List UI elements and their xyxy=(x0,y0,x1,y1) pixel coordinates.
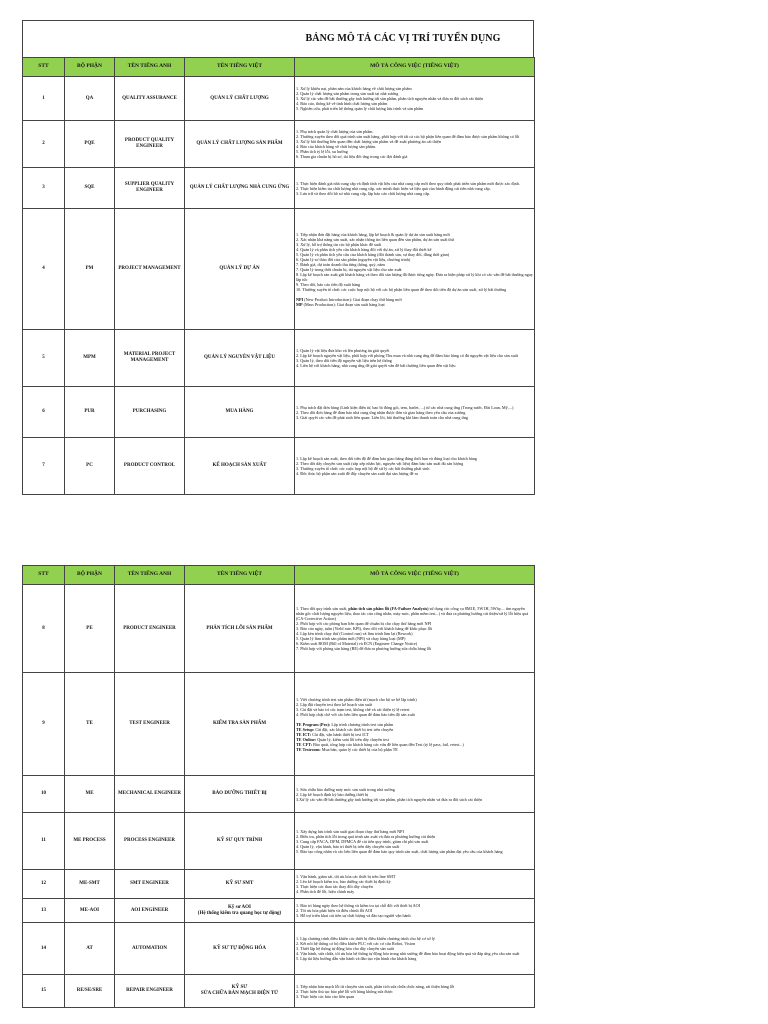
dept-cell: ME-AOI xyxy=(65,899,115,923)
col-desc: MÔ TẢ CÔNG VIỆC (TIẾNG VIỆT) xyxy=(295,566,535,585)
stt-cell: 13 xyxy=(23,899,65,923)
english-name-cell: AUTOMATION xyxy=(115,923,185,975)
table-row xyxy=(23,870,535,899)
stt-cell: 14 xyxy=(23,923,65,975)
description-cell: 1. Viết chương trình test sản phẩm điện tử (mạch cho bộ xe bể lắp trình) 2. Lập đặt chuyển test theo kế hoạch sản xuất 3. Cài đặt và bảo trì các trạm test, không chế và cải thiện tỷ lệ retest 4. Phối hợp chặt chẽ với các bên liên quan để đảm bảo tiến độ sản xuất TE Program (Pro): Lập trình chương trình test sản phẩm TE Setup: Cài đặt, xác khách các thiết bị test trên chuyền TE ICT: Cài đặt, vận hành thiết bị test ICT TE Online: Quản lý, kiểm soát lỗi trên dây chuyền test TE CFT: Bảo quát, tổng hợp cáo khách hàng các vấn đề liên quan đến Test (tỷ lệ pass, fail, retest...) TE Testroom: Mua bán, quản lý các thiết bị của bộ phận TE xyxy=(295,673,535,776)
dept-cell: TE xyxy=(65,673,115,776)
description-cell: 1. Bảo trì hàng ngày theo hệ thống và kiểm tra tại chỗ đối với thiết bị AOI 2. Tối ưu hóa phát hiện và điều chỉnh lỗi AOI 3. Hỗ trợ triển khai cải tiến sự chất lượng và đào tạo người vận hành xyxy=(295,899,535,923)
stt-cell: 15 xyxy=(23,975,65,1008)
english-name-cell: PRODUCT CONTROL xyxy=(115,438,185,495)
vietnamese-name-cell: KIỂM TRA SẢN PHẨM xyxy=(185,673,295,776)
vietnamese-name-cell: BẢO DƯỠNG THIẾT BỊ xyxy=(185,776,295,813)
description-cell: 1. Vận hành, giám sát, tối ưu hóa các thiết bị trên line SMT 2. Lên kế hoạch kiểm tra, bảo dưỡng các thiết bị định kỳ 3. Thực hiện các thao tác thay đổi dây chuyền 4. Phân tích để lỗi, hiệu chỉnh máy xyxy=(295,870,535,899)
vietnamese-name-cell: QUẢN LÝ DỰ ÁN xyxy=(185,209,295,330)
stt-cell: 7 xyxy=(23,438,65,495)
stt-cell: 11 xyxy=(23,813,65,870)
stt-cell: 9 xyxy=(23,673,65,776)
table-row xyxy=(23,899,535,923)
vietnamese-name-cell: KỸ SƯ SMT xyxy=(185,870,295,899)
dept-cell: ME xyxy=(65,776,115,813)
description-cell: 1. Theo dõi quy trình sản xuất, phân tích sản phẩm lỗi (FA-Failure Analysis) sử dụng các công cụ 8M1E, 5W1H, 5Why,... tìm nguyên nhân gốc chất lượng nguyên liệu, thao tác của công nhân, máy móc, phần mềm test...) và đưa ra phương hướng cải thiện/xử lý lỗi hiệu quả (CA-Corrective Action) 2. Phối hợp với các phòng ban liên quan để chuẩn bị cho chạy thử hàng mới NPI 3. Báo cáo ngày, tuần (Yield rate, KPI), theo dõi với khách hàng để khắc phục lỗi 4. Lập kèn trình chạy thử (Control run) và làm trình làm lại (Rework) 5. Quản lý làm trình sản phẩm mới (NPI) và chạy hàng loạt (MP) 6. Kiểm soát BOM (Bill of Material) và ECN (Engineer Change Notice) 7. Phối hợp với phòng sản hàng (RE) để đưa ra phương hướng sửa chữa hàng lỗi xyxy=(295,585,535,673)
table-row xyxy=(23,168,535,209)
vietnamese-name-cell: KỸ SƯ TỰ ĐỘNG HÓA xyxy=(185,923,295,975)
table-row xyxy=(23,585,535,673)
vietnamese-name-cell: QUẢN LÝ CHẤT LƯỢNG NHÀ CUNG ỨNG xyxy=(185,168,295,209)
vietnamese-name-cell: QUẢN LÝ NGUYÊN VẬT LIỆU xyxy=(185,330,295,387)
description-cell: 1. Xử lý khiếu nại, phàn nàn của khách hàng về chất lượng sản phẩm 2. Quản lý chất lượng sản phẩm trong sản xuất tại nhà xưởng 3. Xử lý các vấn đề bất thường gây ảnh hưởng tới sản phẩm, phân tích nguyên nhân và đưa ra đối sách cải thiện 4. Báo cáo, thống kê về tình hình chất lượng sản phẩm 5. Nghiên cứu, phát triển hệ thống quản lý chất lượng lưu trình và sản phẩm xyxy=(295,77,535,121)
header-row xyxy=(23,566,535,585)
dept-cell: PE xyxy=(65,585,115,673)
description-cell: 1. Phụ trách quản lý chất lượng của sản phẩm. 2. Thường xuyên theo dõi quá trình sản xuất hàng, phối hợp với tất cả các bộ phận liên quan để đảm bảo được sản phẩm không có lỗi 3. Xử lý bất thường liên quan đến chất lượng sản phẩm và đề xuất phương án cải thiện 4. Báo cáo khách hàng về chất lượng sản phẩm. 5. Phân tích tỷ lệ lỗi, xu hướng 6. Tham gia chuẩn bị hồ sơ, tài liệu đối ứng trong các đợt đánh giá xyxy=(295,121,535,168)
job-table-1 xyxy=(22,57,535,495)
dept-cell: PM xyxy=(65,209,115,330)
english-name-cell: QUALITY ASSURANCE xyxy=(115,77,185,121)
dept-cell: PUR xyxy=(65,387,115,438)
page-title: BẢNG MÔ TẢ CÁC VỊ TRÍ TUYỂN DỤNG xyxy=(305,33,501,44)
description-cell: 1. Sửa chữa bảo dưỡng máy móc sản xuất trong nhà xưởng 2. Lập kế hoạch định kỳ bảo dưỡng thiết bị 3.Xử lý các vấn đề bất thường gây ảnh hưởng tới sản phẩm, phân tích nguyên nhân và đưa ra đối sách cải thiện xyxy=(295,776,535,813)
english-name-cell: PROCESS ENGINEER xyxy=(115,813,185,870)
description-cell: 1. Phụ trách đặt đơn hàng (Linh kiện điện tử, bao bì đóng gói, tem, barlet, ...) từ các nhà cung ứng (Trong nước, Đài Loan, Mỹ,...) 2. Theo dõi đơn hàng để đảm bảo nhà cung ứng nhận được đơn và giao hàng theo yêu cầu của xưởng 3. Giải quyết các vấn đề phát sinh liên quan: Liên lồi, bất thường khi làm thanh toán cho nhà cung ứng xyxy=(295,387,535,438)
english-name-cell: AOI ENGINEER xyxy=(115,899,185,923)
col-dept: BỘ PHẬN xyxy=(65,566,115,585)
header-row xyxy=(23,58,535,77)
table-row xyxy=(23,209,535,330)
col-en: TÊN TIẾNG ANH xyxy=(115,566,185,585)
dept-cell: AT xyxy=(65,923,115,975)
table-row xyxy=(23,975,535,1008)
stt-cell: 2 xyxy=(23,121,65,168)
col-en: TÊN TIẾNG ANH xyxy=(115,58,185,77)
dept-cell: PQE xyxy=(65,121,115,168)
english-name-cell: SUPPLIER QUALITY ENGINEER xyxy=(115,168,185,209)
english-name-cell: REPAIR ENGINEER xyxy=(115,975,185,1008)
vietnamese-name-cell: Kỹ sư AOI (Hệ thống kiểm tra quang học tự động) xyxy=(185,899,295,923)
stt-cell: 4 xyxy=(23,209,65,330)
table-row xyxy=(23,387,535,438)
vietnamese-name-cell: MUA HÀNG xyxy=(185,387,295,438)
description-cell: 1. Tiếp nhận đơn đặt hàng của khách hàng, lập kế hoạch & quản lý dự án sản xuất hàng mới 2. Xác nhận khả năng sản xuất, xác nhận thông tin liên quan đến sản phẩm, dự án sản xuất thử 3. Xử lý, hỗ trợ thông tin các bộ phận khác đề xuất 4. Quản lý và phân tích yêu cầu khách hàng đối với dự án, xử lý thay đổi thiết kế 5. Quản lý và phân tích yêu cầu của khách hàng (đối thành sản, sự thay đổi, đăng thời gian) 6. Quản lý sơ thảo đối của sản phẩm (nguyên vật liệu, chương trình) 7. Đánh giá, dự toán doanh thu từng thống, quý, năm 7. Quản lý trong thời chuẩn bị, tài nguyên vật liệu cho sản xuất 8. Lập kế hoạch sản xuất gửi khách hàng và theo dõi sản lượng đã được từng ngày. Đưa ra biện pháp xử lý khi có các vấn đề bất thường ngay lập tức 9. Theo dõi, báo cáo tiến độ xuất hàng 10. Thường xuyên tổ chức các cuộc họp nội bộ với các bộ phận liên quan để theo dõi tiến độ dự án sản xuất, xử lý bất thường NPI (New Product Introduction): Giai đoạn chạy thử hàng mới MP (Mass Production): Giai đoạn sản xuất hàng loạt xyxy=(295,209,535,330)
vietnamese-name-cell: KỸ SƯ SỬA CHỮA BẢN MẠCH ĐIỆN TỬ xyxy=(185,975,295,1008)
stt-cell: 12 xyxy=(23,870,65,899)
description-cell: 1. Lập chương trình điều khiển các thiết bị điều khiển chương trình cho hệ cơ sở lý 2. Kết nối hệ thống có bộ điều khiển PLC với các cơ cấu Robot, Vision 3. Thiết lập hệ thống tự động hóa cho dây chuyền sản xuất 4. Vận hành, sửa chữa, tối ưu hóa hệ thống tự động hóa trong nhà xưởng để đảm bảo hoạt động hiệu quả và đáp ứng yêu cầu sản xuất 5. Lập tài liệu hướng dẫn vận hành và đào tạo vận hành cho khách hàng xyxy=(295,923,535,975)
table-row xyxy=(23,438,535,495)
dept-cell: SQE xyxy=(65,168,115,209)
vietnamese-name-cell: PHÂN TÍCH LỖI SẢN PHẨM xyxy=(185,585,295,673)
dept-cell: MPM xyxy=(65,330,115,387)
col-vi: TÊN TIẾNG VIỆT xyxy=(185,566,295,585)
dept-cell: ME-SMT xyxy=(65,870,115,899)
table-row xyxy=(23,121,535,168)
english-name-cell: MECHANICAL ENGINEER xyxy=(115,776,185,813)
description-cell: 1. Quản lý vật liệu đưa kho và lên phương án giải quyết 2. Lập kế hoạch nguyên vật liệu, phối hợp với phòng Thu mua và nhà cung ứng để đảm bảo hàng có đủ nguyên vật liệu cho sản xuất 3. Quản lý, theo dõi tiến độ nguyên vật liệu trên hệ thống 4. Liên hệ với khách hàng, nhà cung ứng để giải quyết vấn đề bất thường liên quan đến vật liệu xyxy=(295,330,535,387)
english-name-cell: MATERIAL PROJECT MANAGEMENT xyxy=(115,330,185,387)
col-stt: STT xyxy=(23,566,65,585)
job-table-2 xyxy=(22,565,535,1008)
title-box xyxy=(22,20,534,57)
col-dept: BỘ PHẬN xyxy=(65,58,115,77)
dept-cell: QA xyxy=(65,77,115,121)
stt-cell: 10 xyxy=(23,776,65,813)
table-row xyxy=(23,330,535,387)
english-name-cell: PRODUCT QUALITY ENGINEER xyxy=(115,121,185,168)
table-row xyxy=(23,776,535,813)
table-row xyxy=(23,77,535,121)
stt-cell: 5 xyxy=(23,330,65,387)
table-row xyxy=(23,673,535,776)
dept-cell: RE/SE/SRE xyxy=(65,975,115,1008)
english-name-cell: TEST ENGINEER xyxy=(115,673,185,776)
vietnamese-name-cell: QUẢN LÝ CHẤT LƯỢNG xyxy=(185,77,295,121)
description-cell: 1. Lập kế hoạch sản xuất, theo dõi tiến độ để đảm bảo giao hàng đúng thời hạn và đúng loại cho khách hàng 2. Theo dõi dây chuyền sản xuất (sắp xếp nhân lực, nguyên vật liệu) đảm bảo sản xuất đủ sản lượng 3. Thường xuyên tổ chức các cuộc họp nội bộ để xử lý các bất thường phát sinh 4. Đốc thúc bộ phận sản xuất để đẩy chuyên sản xuất đạt sản lượng đề ra xyxy=(295,438,535,495)
stt-cell: 1 xyxy=(23,77,65,121)
english-name-cell: PRODUCT ENGINEER xyxy=(115,585,185,673)
col-desc: MÔ TẢ CÔNG VIỆC (TIẾNG VIỆT) xyxy=(295,58,535,77)
stt-cell: 3 xyxy=(23,168,65,209)
dept-cell: PC xyxy=(65,438,115,495)
description-cell: 1. Xây dựng lưu trình sản xuất giai đoạn chạy thử hàng mới NPI 2. Điều tra, phân tích lỗi trong quá trình sản xuất và đưa ra phương hướng cải thiện 3. Cung cấp FACA, DFM, DFMCA để cải tiến quy trình, giảm chi phí sản xuất 4. Quản lý, vận hành, bảo trì thiết bị trên dây chuyền sản xuất 5. Đào tạo công nhân và các bên liên quan để đảm bảo quy trình sản xuất, chất lượng sản phẩm đạt yêu cầu của khách hàng xyxy=(295,813,535,870)
vietnamese-name-cell: KỸ SƯ QUY TRÌNH xyxy=(185,813,295,870)
english-name-cell: SMT ENGINEER xyxy=(115,870,185,899)
stt-cell: 8 xyxy=(23,585,65,673)
vietnamese-name-cell: KẾ HOẠCH SẢN XUẤT xyxy=(185,438,295,495)
description-cell: 1. Tiếp nhận bản mạch lỗi từ chuyền sản xuất, phân tích sửa chữa chức năng, rải thiện hàng lỗi 2. Thực hiện thủ tục báo phế lỗi với hàng không sửa được 3. Thực hiện các báo cáo liên quan xyxy=(295,975,535,1008)
table-row xyxy=(23,813,535,870)
vietnamese-name-cell: QUẢN LÝ CHẤT LƯỢNG SẢN PHẨM xyxy=(185,121,295,168)
description-cell: 1. Thực hiện đánh giá nhà cung cấp và định tính vật liệu của nhà cung cấp mới theo quy trình phát triển sản phẩm mới được xác định. 2. Thực hiện kiểm tra chất lượng nhà cung cấp, xác minh thực hiện và liệu quả của hành động cải tiến nhà cung cấp. 3. Lưu trữ và theo dõi hồ sơ nhà cung cấp, lập báo cáo chất lượng nhà cung cấp. xyxy=(295,168,535,209)
english-name-cell: PURCHASING xyxy=(115,387,185,438)
col-stt: STT xyxy=(23,58,65,77)
table-row xyxy=(23,923,535,975)
english-name-cell: PROJECT MANAGEMENT xyxy=(115,209,185,330)
stt-cell: 6 xyxy=(23,387,65,438)
dept-cell: ME PROCESS xyxy=(65,813,115,870)
col-vi: TÊN TIẾNG VIỆT xyxy=(185,58,295,77)
